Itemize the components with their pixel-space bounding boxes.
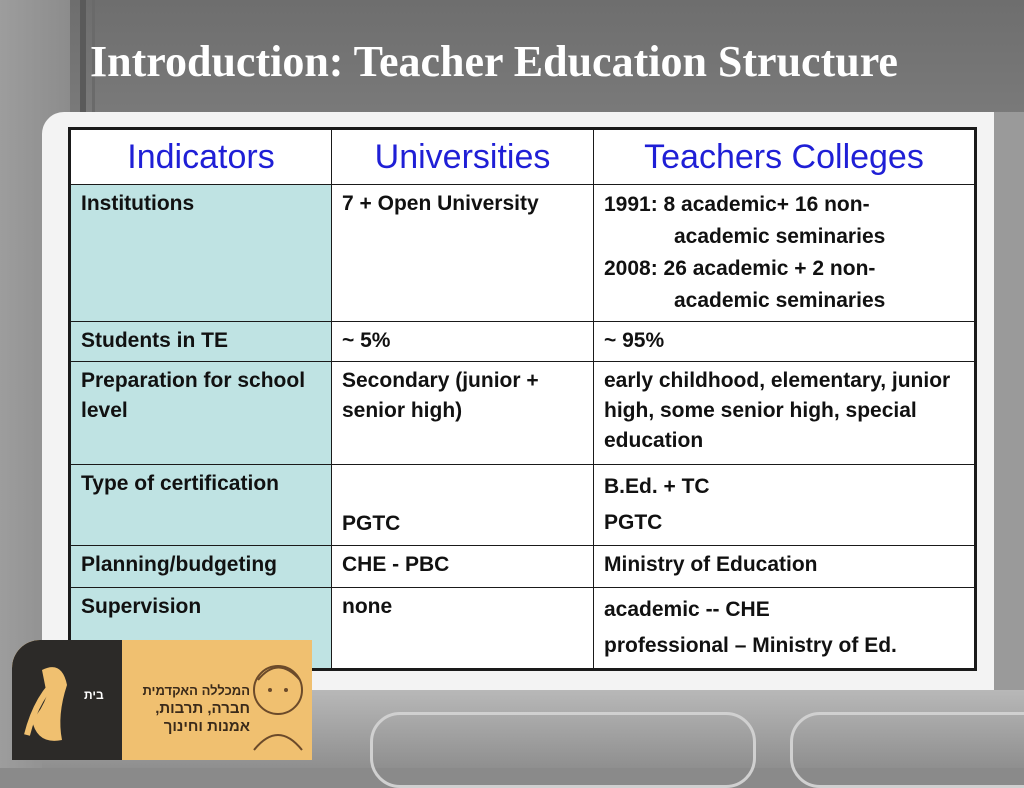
universities-cell: Secondary (junior + senior high) xyxy=(332,362,594,465)
indicator-cell: Supervision xyxy=(70,588,332,670)
colleges-line: PGTC xyxy=(604,511,663,534)
logo-dark-panel xyxy=(12,640,122,760)
logo-text xyxy=(130,682,250,736)
header-teachers-colleges: Teachers Colleges xyxy=(594,129,976,185)
comparison-table xyxy=(68,127,977,671)
colleges-line: B.Ed. + TC xyxy=(604,475,710,498)
indicator-cell: Preparation for school level xyxy=(70,362,332,465)
colleges-cell xyxy=(594,588,976,670)
slide-title: Introduction: Teacher Education Structure xyxy=(90,37,898,86)
table-row xyxy=(70,546,976,588)
table-row xyxy=(70,322,976,362)
header-indicators: Indicators xyxy=(70,129,332,185)
decor-pill xyxy=(370,712,756,788)
universities-cell xyxy=(332,465,594,546)
universities-cell: 7 + Open University xyxy=(332,185,594,322)
colleges-cell xyxy=(594,465,976,546)
indicator-cell: Planning/budgeting xyxy=(70,546,332,588)
college-logo xyxy=(12,640,312,760)
decor-line xyxy=(80,0,86,125)
universities-cell: CHE - PBC xyxy=(332,546,594,588)
colleges-cell xyxy=(594,185,976,322)
right-margin xyxy=(994,112,1024,768)
logo-line: אמנות וחינוך xyxy=(163,718,250,735)
logo-small-text: בית xyxy=(84,688,104,702)
colleges-cell: ~ 95% xyxy=(594,322,976,362)
header-universities: Universities xyxy=(332,129,594,185)
logo-portrait-icon xyxy=(244,650,312,760)
table-row xyxy=(70,185,976,322)
colleges-line: professional – Ministry of Ed. xyxy=(604,634,897,657)
colleges-line: 1991: 8 academic+ 16 non-academic seminaries xyxy=(604,193,886,248)
colleges-line: academic -- CHE xyxy=(604,598,770,621)
indicator-cell: Type of certification xyxy=(70,465,332,546)
table-row xyxy=(70,362,976,465)
header-row xyxy=(70,129,976,185)
colleges-cell: Ministry of Education xyxy=(594,546,976,588)
logo-mark-icon xyxy=(12,640,122,760)
universities-cell: none xyxy=(332,588,594,670)
universities-value: PGTC xyxy=(342,512,401,535)
decor-pill xyxy=(790,712,1024,788)
universities-cell: ~ 5% xyxy=(332,322,594,362)
logo-line: חברה, תרבות, xyxy=(155,700,250,717)
colleges-cell: early childhood, elementary, junior high, some senior high, special education xyxy=(594,362,976,465)
indicator-cell: Institutions xyxy=(70,185,332,322)
table-row xyxy=(70,465,976,546)
colleges-line: 2008: 26 academic + 2 non-academic seminaries xyxy=(604,257,886,312)
indicator-cell: Students in TE xyxy=(70,322,332,362)
logo-line: המכללה האקדמית xyxy=(142,683,250,698)
